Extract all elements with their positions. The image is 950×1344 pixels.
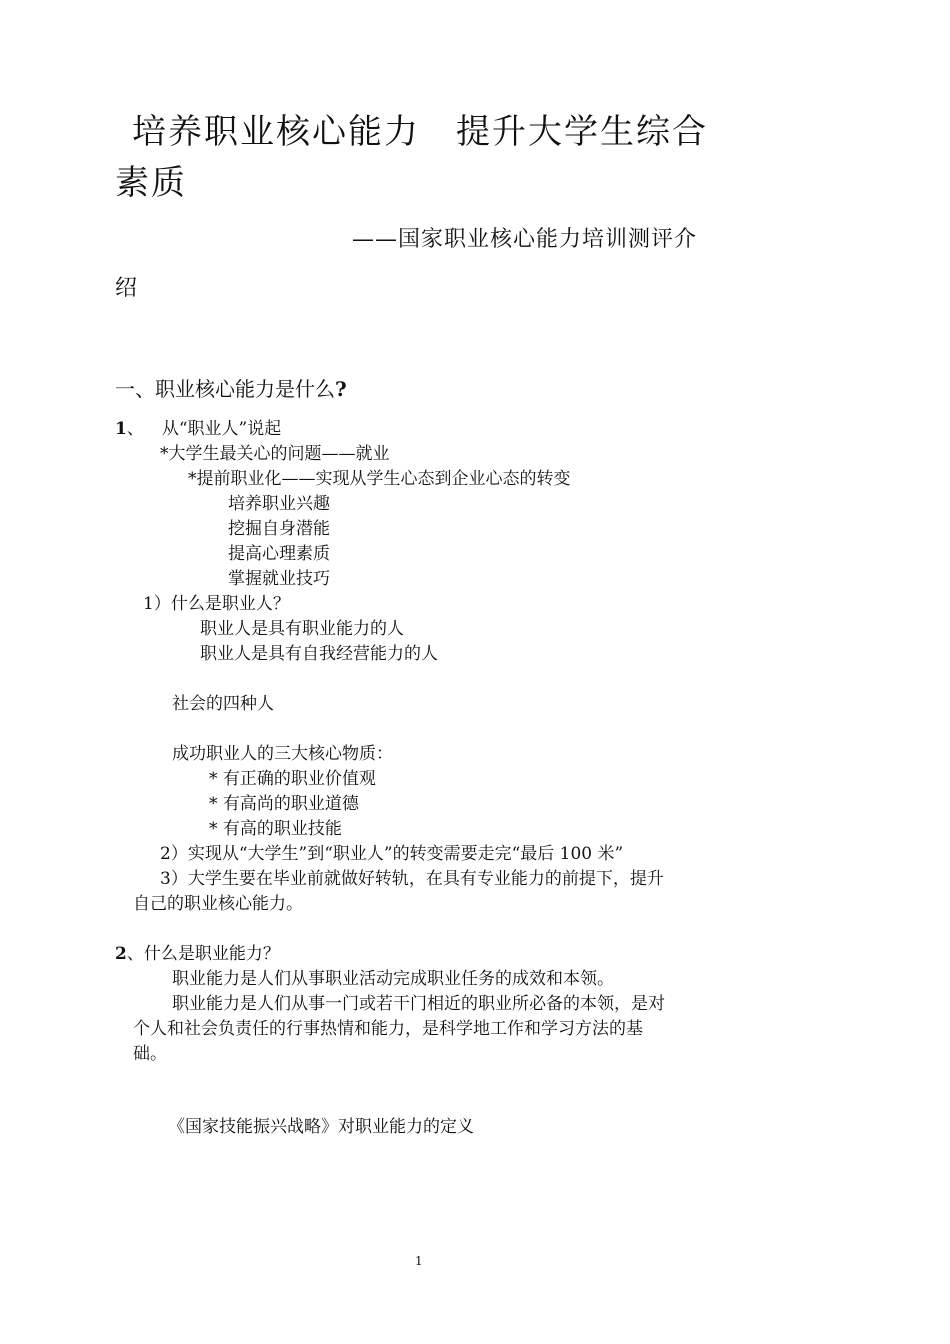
item2-heading	[115, 939, 280, 964]
question-3-line2: 自己的职业核心能力。	[133, 894, 303, 914]
sub-item: 挖掘自身潜能	[228, 519, 330, 539]
item2-para2-line3: 础。	[133, 1044, 167, 1064]
answer: 职业人是具有职业能力的人	[200, 619, 404, 639]
item1-title: 从“职业人”说起	[161, 419, 282, 439]
item1-point1: *大学生最关心的问题——就业	[160, 444, 390, 464]
four-kinds: 社会的四种人	[172, 694, 274, 714]
three-core-heading: 成功职业人的三大核心物质：	[172, 744, 393, 764]
item2-para1: 职业能力是人们从事职业活动完成职业任务的成效和本领。	[172, 969, 614, 989]
core-item: * 有高尚的职业道德	[209, 794, 359, 814]
subtitle-line2: 绍	[115, 276, 139, 301]
item1-sep: 、	[126, 419, 144, 439]
sub-item: 掌握就业技巧	[228, 569, 330, 589]
question-1: 1）什么是职业人？	[143, 594, 290, 614]
page-title-line2: 素质	[115, 163, 187, 203]
core-item: * 有正确的职业价值观	[209, 769, 376, 789]
answer: 职业人是具有自我经营能力的人	[200, 644, 438, 664]
question-2: 2）实现从“大学生”到“职业人”的转变需要走完“最后 100 米”	[160, 844, 624, 864]
item1-point2: *提前职业化——实现从学生心态到企业心态的转变	[188, 469, 571, 489]
item2-number: 2	[115, 944, 127, 964]
page-title-line1: 培养职业核心能力 提升大学生综合	[132, 112, 708, 152]
item2-title: 、什么是职业能力？	[126, 944, 280, 964]
item1-heading	[115, 414, 281, 439]
item2-para2-line2: 个人和社会负责任的行事热情和能力，是科学地工作和学习方法的基	[133, 1019, 643, 1039]
page-number: 1	[415, 1254, 423, 1268]
section-heading-mark: ?	[335, 377, 347, 401]
sub-item: 培养职业兴趣	[228, 494, 330, 514]
sub-item: 提高心理素质	[228, 544, 330, 564]
core-item: * 有高的职业技能	[209, 819, 342, 839]
subtitle-line1: ——国家职业核心能力培训测评介	[352, 227, 698, 252]
question-3-line1: 3）大学生要在毕业前就做好转轨，在具有专业能力的前提下，提升	[160, 869, 664, 889]
item1-number: 1	[115, 419, 127, 439]
section-heading-text: 一、职业核心能力是什么	[115, 377, 335, 401]
item2-para2-line1: 职业能力是人们从事一门或若干门相近的职业所必备的本领，是对	[172, 994, 665, 1014]
definition-heading: 《国家技能振兴战略》对职业能力的定义	[168, 1117, 474, 1137]
section-heading	[115, 373, 347, 402]
